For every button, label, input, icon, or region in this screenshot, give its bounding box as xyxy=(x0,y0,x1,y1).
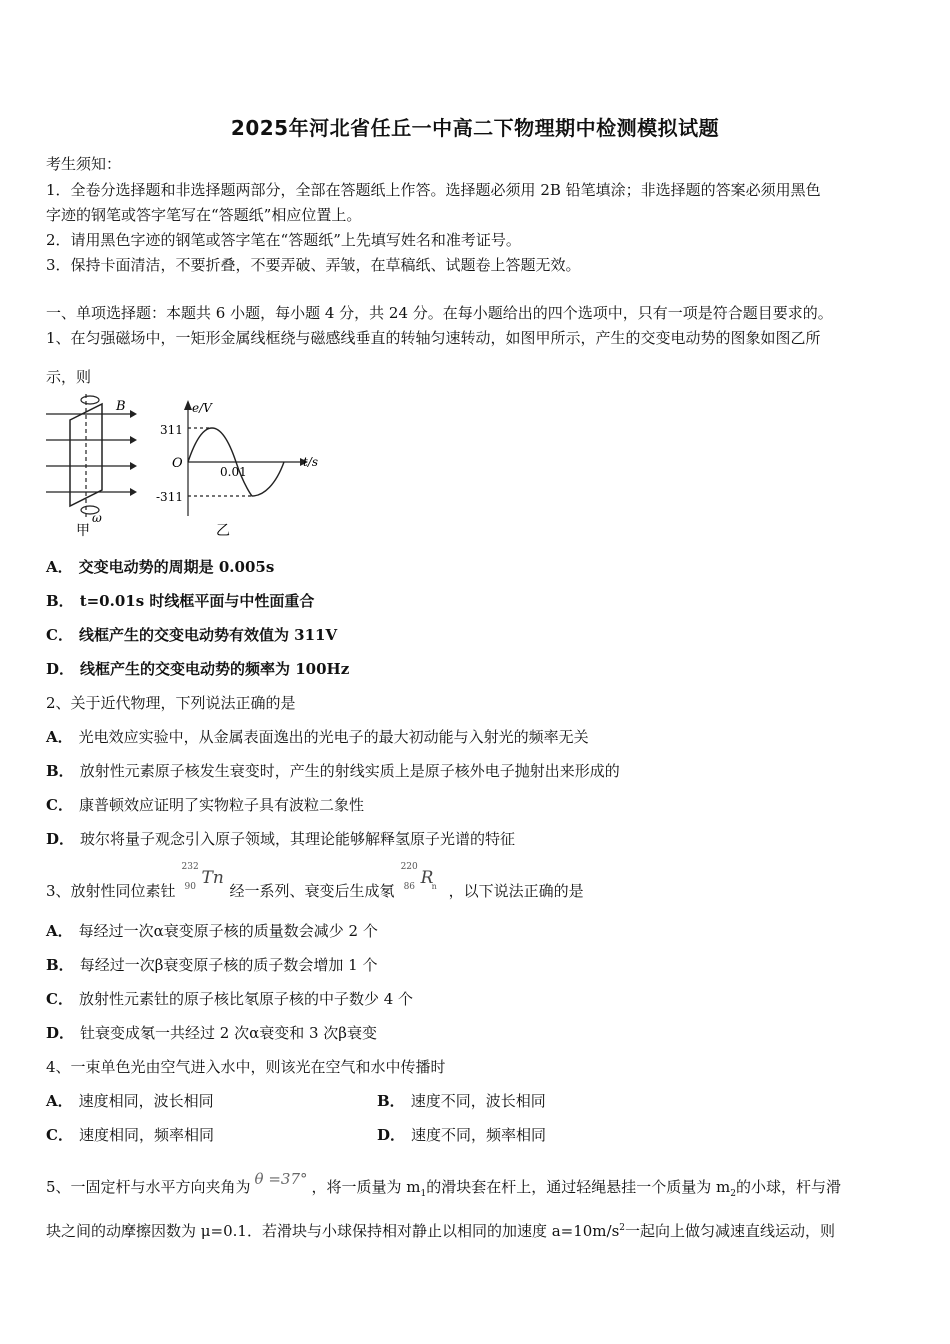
option-text: 每经过一次α衰变原子核的质量数会减少 2 个 xyxy=(78,922,378,940)
q5-stem-cont xyxy=(46,1220,835,1241)
q2-option-b xyxy=(46,760,620,781)
option-letter: D． xyxy=(46,830,75,848)
q4-option-c xyxy=(46,1124,214,1145)
option-letter: B． xyxy=(46,592,74,610)
q3-stem-part: ，以下说法正确的是 xyxy=(448,882,584,900)
notice-item: 1．全卷分选择题和非选择题两部分，全部在答题纸上作答。选择题必须用 2B 铅笔填涂；非选择题的答案必须用黑色 xyxy=(46,181,821,199)
q3-stem xyxy=(46,862,584,902)
q5-stem-part: 一起向上做匀减速直线运动，则 xyxy=(625,1222,836,1240)
mass-number: 220 xyxy=(400,862,418,872)
mass-number: 232 xyxy=(181,862,199,872)
x-axis-label: t/s xyxy=(303,455,319,469)
radon-isotope xyxy=(400,862,443,902)
notice-item: 2．请用黑色字迹的钢笔或答字笔在“答题纸”上先填写姓名和准考证号。 xyxy=(46,231,521,249)
option-text: 线框产生的交变电动势有效值为 311V xyxy=(78,626,338,644)
option-text: 钍衰变成氡一共经过 2 次α衰变和 3 次β衰变 xyxy=(80,1024,377,1042)
y-axis-label: e/V xyxy=(192,401,212,415)
notice-heading: 考生须知： xyxy=(46,155,122,173)
q3-stem-part: 经一系列、衰变后生成氡 xyxy=(229,882,395,900)
option-text: 速度相同，频率相同 xyxy=(78,1126,214,1144)
option-text: 速度不同，频率相同 xyxy=(411,1126,547,1144)
option-letter: C． xyxy=(46,1126,73,1144)
q5-stem-part: 的小球，杆与滑 xyxy=(735,1178,841,1196)
option-text: 线框产生的交变电动势的频率为 100Hz xyxy=(80,660,350,678)
option-letter: A． xyxy=(46,922,73,940)
element-symbol: R xyxy=(420,868,434,888)
coil-frame xyxy=(70,404,102,506)
q1-option-b xyxy=(46,590,314,611)
field-arrow xyxy=(130,410,137,418)
option-text: 放射性元素钍的原子核比氡原子核的中子数少 4 个 xyxy=(78,990,414,1008)
option-letter: C． xyxy=(46,626,73,644)
option-text: 每经过一次β衰变原子核的质子数会增加 1 个 xyxy=(79,956,378,974)
q2-option-a xyxy=(46,726,589,747)
option-text: t=0.01s 时线框平面与中性面重合 xyxy=(79,592,315,610)
caption-left: 甲 xyxy=(76,523,90,539)
q1-figure xyxy=(40,392,340,548)
caption-right: 乙 xyxy=(216,523,230,539)
notice-item: 字迹的钢笔或答字笔写在“答题纸”相应位置上。 xyxy=(46,206,362,224)
field-arrow xyxy=(130,462,137,470)
option-text: 放射性元素原子核发生衰变时，产生的射线实质上是原子核外电子抛射出来形成的 xyxy=(79,762,620,780)
q2-option-d xyxy=(46,828,515,849)
element-symbol-sub: n xyxy=(431,882,437,891)
q3-option-d xyxy=(46,1022,377,1043)
y-max-label: 311 xyxy=(160,423,183,437)
q4-option-b xyxy=(377,1090,546,1111)
q5-stem-part: ，将一质量为 m xyxy=(311,1178,421,1196)
option-letter: D． xyxy=(377,1126,406,1144)
q3-option-a xyxy=(46,920,378,941)
q3-option-c xyxy=(46,988,413,1009)
q5-stem-part: 5、一固定杆与水平方向夹角为 xyxy=(46,1178,251,1196)
q2-stem: 2、关于近代物理，下列说法正确的是 xyxy=(46,694,296,712)
section-heading: 一、单项选择题：本题共 6 小题，每小题 4 分，共 24 分。在每小题给出的四个选项中，只有一项是符合题目要求的。 xyxy=(46,304,833,322)
option-letter: C． xyxy=(46,796,73,814)
rotation-arrow-top xyxy=(81,396,99,404)
option-letter: B． xyxy=(46,762,74,780)
option-text: 康普顿效应证明了实物粒子具有波粒二象性 xyxy=(78,796,364,814)
option-letter: A． xyxy=(46,558,73,576)
q1-option-c xyxy=(46,624,337,645)
option-text: 速度相同，波长相同 xyxy=(78,1092,214,1110)
q3-stem-part: 3、放射性同位素钍 xyxy=(46,882,176,900)
option-letter: A． xyxy=(46,1092,73,1110)
q3-option-b xyxy=(46,954,377,975)
x-tick-label: 0.01 xyxy=(220,465,247,479)
field-arrow xyxy=(130,436,137,444)
option-text: 光电效应实验中，从金属表面逸出的光电子的最大初动能与入射光的频率无关 xyxy=(78,728,589,746)
q4-stem: 4、一束单色光由空气进入水中，则该光在空气和水中传播时 xyxy=(46,1058,446,1076)
q1-option-a xyxy=(46,556,274,577)
subscript: 1 xyxy=(420,1189,427,1199)
q1-option-d xyxy=(46,658,349,679)
emf-graph xyxy=(184,400,308,516)
superscript: 2 xyxy=(619,1223,626,1233)
field-arrow xyxy=(130,488,137,496)
label-B: B xyxy=(116,399,126,414)
q1-stem-cont: 示，则 xyxy=(46,368,92,386)
option-letter: A． xyxy=(46,728,73,746)
q1-stem: 1、在匀强磁场中，一矩形金属线框绕与磁感线垂直的转轴匀速转动，如图甲所示，产生的交变电动势的图象如图乙所 xyxy=(46,329,821,347)
option-letter: D． xyxy=(46,1024,75,1042)
option-letter: B． xyxy=(46,956,74,974)
label-omega: ω xyxy=(92,511,102,525)
q5-stem xyxy=(46,1170,841,1199)
origin-label: O xyxy=(172,456,183,471)
option-text: 玻尔将量子观念引入原子领域，其理论能够解释氢原子光谱的特征 xyxy=(80,830,516,848)
y-axis-arrow xyxy=(184,400,192,410)
atomic-number: 90 xyxy=(184,882,196,892)
q1-figure-svg xyxy=(40,392,340,544)
option-letter: D． xyxy=(46,660,75,678)
notice-item: 3．保持卡面清洁，不要折叠，不要弄破、弄皱，在草稿纸、试题卷上答题无效。 xyxy=(46,256,581,274)
q5-stem-part: 的滑块套在杆上，通过轻绳悬挂一个质量为 m xyxy=(426,1178,731,1196)
page-title: 2025年河北省任丘一中高二下物理期中检测模拟试题 xyxy=(230,116,720,140)
option-letter: C． xyxy=(46,990,73,1008)
q5-stem-part: 块之间的动摩擦因数为 μ=0.1．若滑块与小球保持相对静止以相同的加速度 a=10m/s xyxy=(46,1222,620,1240)
y-min-label: -311 xyxy=(156,490,183,504)
angle-formula: θ =37° xyxy=(254,1170,308,1188)
subscript: 2 xyxy=(730,1189,736,1199)
q4-option-a xyxy=(46,1090,214,1111)
option-text: 速度不同，波长相同 xyxy=(410,1092,546,1110)
atomic-number: 86 xyxy=(403,882,416,892)
option-letter: B． xyxy=(377,1092,405,1110)
option-text: 交变电动势的周期是 0.005s xyxy=(78,558,275,576)
element-symbol: Tn xyxy=(201,868,224,888)
q4-option-d xyxy=(377,1124,546,1145)
thorium-isotope xyxy=(181,862,224,902)
q2-option-c xyxy=(46,794,364,815)
